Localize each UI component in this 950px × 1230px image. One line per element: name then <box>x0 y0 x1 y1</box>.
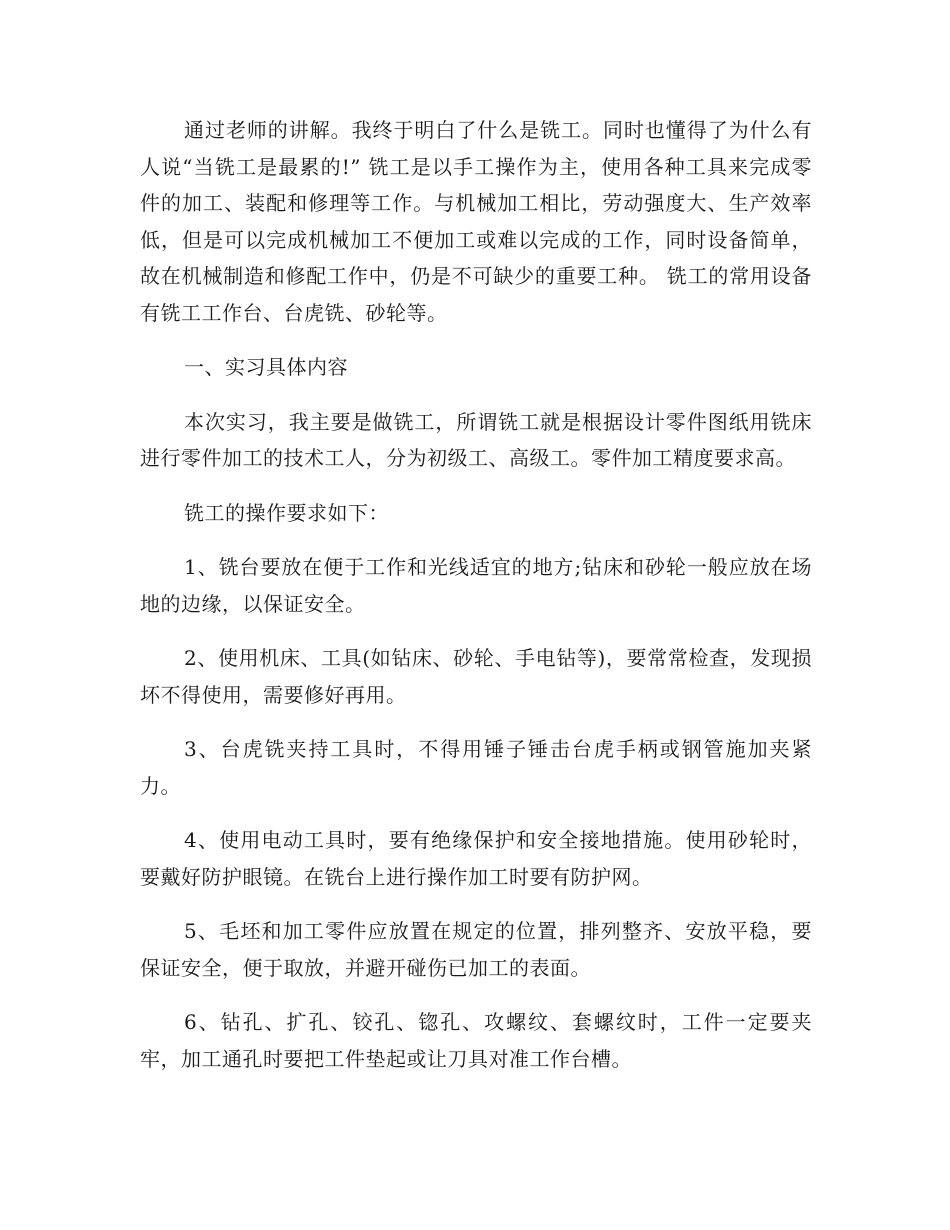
requirements-heading: 铣工的操作要求如下： <box>184 500 389 525</box>
internship-paragraph: 本次实习，我主要是做铣工，所谓铣工就是根据设计零件图纸用铣床进行零件加工的技术工人，分为初级工、高级工。零件加工精度要求高。 <box>140 409 812 470</box>
requirement-item-2: 2、使用机床、工具(如钻床、砂轮、手电钻等)，要常常检查，发现损坏不得使用，需要修好再用。 <box>140 646 812 707</box>
requirement-item-4: 4、使用电动工具时，要有绝缘保护和安全接地措施。使用砂轮时，要戴好防护眼镜。在铣台上进行操作加工时要有防护网。 <box>140 828 812 889</box>
requirement-item-5: 5、毛坯和加工零件应放置在规定的位置，排列整齐、安放平稳，要保证安全，便于取放，并避开碰伤已加工的表面。 <box>140 919 812 980</box>
requirement-item-3: 3、台虎铣夹持工具时，不得用锤子锤击台虎手柄或钢管施加夹紧力。 <box>140 737 812 798</box>
requirement-item-1: 1、铣台要放在便于工作和光线适宜的地方;钻床和砂轮一般应放在场地的边缘，以保证安全。 <box>140 555 812 616</box>
section-heading: 一、实习具体内容 <box>184 355 348 379</box>
intro-paragraph: 通过老师的讲解。我终于明白了什么是铣工。同时也懂得了为什么有人说“当铣工是最累的!” 铣工是以手工操作为主，使用各种工具来完成零件的加工、装配和修理等工作。与机械加工相比，劳动强度大、生产效率低，但是可以完成机械加工不便加工或难以完成的工作，同时设备简单，故在机械制造和修配工作中，仍是不可缺少的重要工种。 铣工的常用设备有铣工工作台、台虎铣、砂轮等。 <box>140 118 812 325</box>
document-body <box>140 112 812 1095</box>
requirement-item-6: 6、钻孔、扩孔、铰孔、锪孔、攻螺纹、套螺纹时，工件一定要夹牢，加工通孔时要把工件垫起或让刀具对准工作台槽。 <box>140 1010 812 1071</box>
